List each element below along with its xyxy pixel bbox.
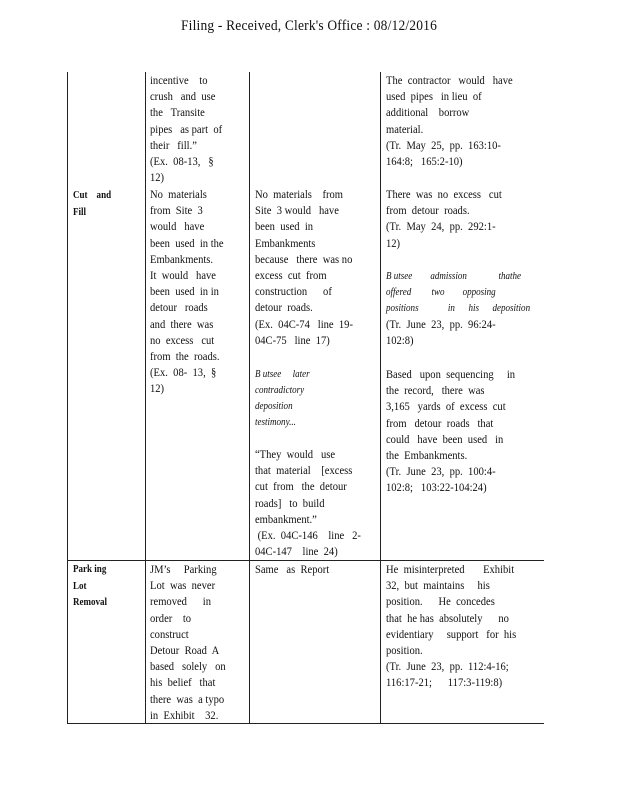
row-3-label: Park ing Lot Removal [73, 563, 108, 608]
row-3-response-cell: He misinterpreted Exhibit 32, but maintains his position. He concedes that he has absolutely no evidentiary support for his position. (Tr. June 23, pp. 112:4-16; 116:17-21; 117:3-119:8) [386, 562, 517, 690]
table-column-divider [249, 72, 250, 724]
filing-header: Filing - Received, Clerk's Office : 08/12/2016 [180, 18, 438, 34]
row-2-response-citation: (Tr. June 23, pp. 96:24- 102:8) [386, 317, 496, 348]
row-2-response-note: B utsee admission thathe offered two opposing positions in his deposition [386, 270, 531, 314]
table-column-divider [380, 72, 381, 724]
row-2-response-detail: Based upon sequencing in the record, there was 3,165 yards of excess cut from detour roads that could have been used in the Embankments. (Tr. June 23, pp. 100:4- 102:8; 103:22-104:24) [386, 367, 516, 495]
row-3-report-cell: JM’s Parking Lot was never removed in order to construct Detour Road A based solely on his belief that there was a typo in Exhibit 32. [150, 562, 226, 722]
row-2-expert-quote: “They would use that material [excess cut from the detour roads] to build embankment.” (Ex. 04C-146 line 2- 04C-147 line 24) [255, 447, 361, 559]
row-3-expert-cell: Same as Report [255, 562, 330, 576]
table-border-bottom [67, 723, 544, 724]
table-border-left [67, 72, 68, 724]
row-2-label: Cut and Fill [73, 189, 112, 218]
table-column-divider [145, 72, 146, 724]
row-2-response-cell: There was no excess cut from detour roads. (Tr. May 24, pp. 292:1- 12) [386, 187, 502, 250]
row-1-response-cell: The contractor would have used pipes in lieu of additional borrow material. (Tr. May 25, pp. 163:10- 164:8; 165:2-10) [386, 73, 513, 169]
row-2-expert-cell: No materials from Site 3 would have been used in Embankments because there was no excess cut from construction of detour roads. (Ex. 04C-74 line 19- 04C-75 line 17) [255, 187, 353, 347]
row-1-report-cell: incentive to crush and use the Transite pipes as part of their fill.” (Ex. 08-13, § 12) [150, 73, 223, 185]
row-2-expert-note: B utsee later contradictory deposition testimony... [255, 368, 310, 428]
row-2-report-cell: No materials from Site 3 would have been used in the Embankments. It would have been used in in detour roads and there was no excess cut from the roads. (Ex. 08- 13, § 12) [150, 187, 224, 396]
